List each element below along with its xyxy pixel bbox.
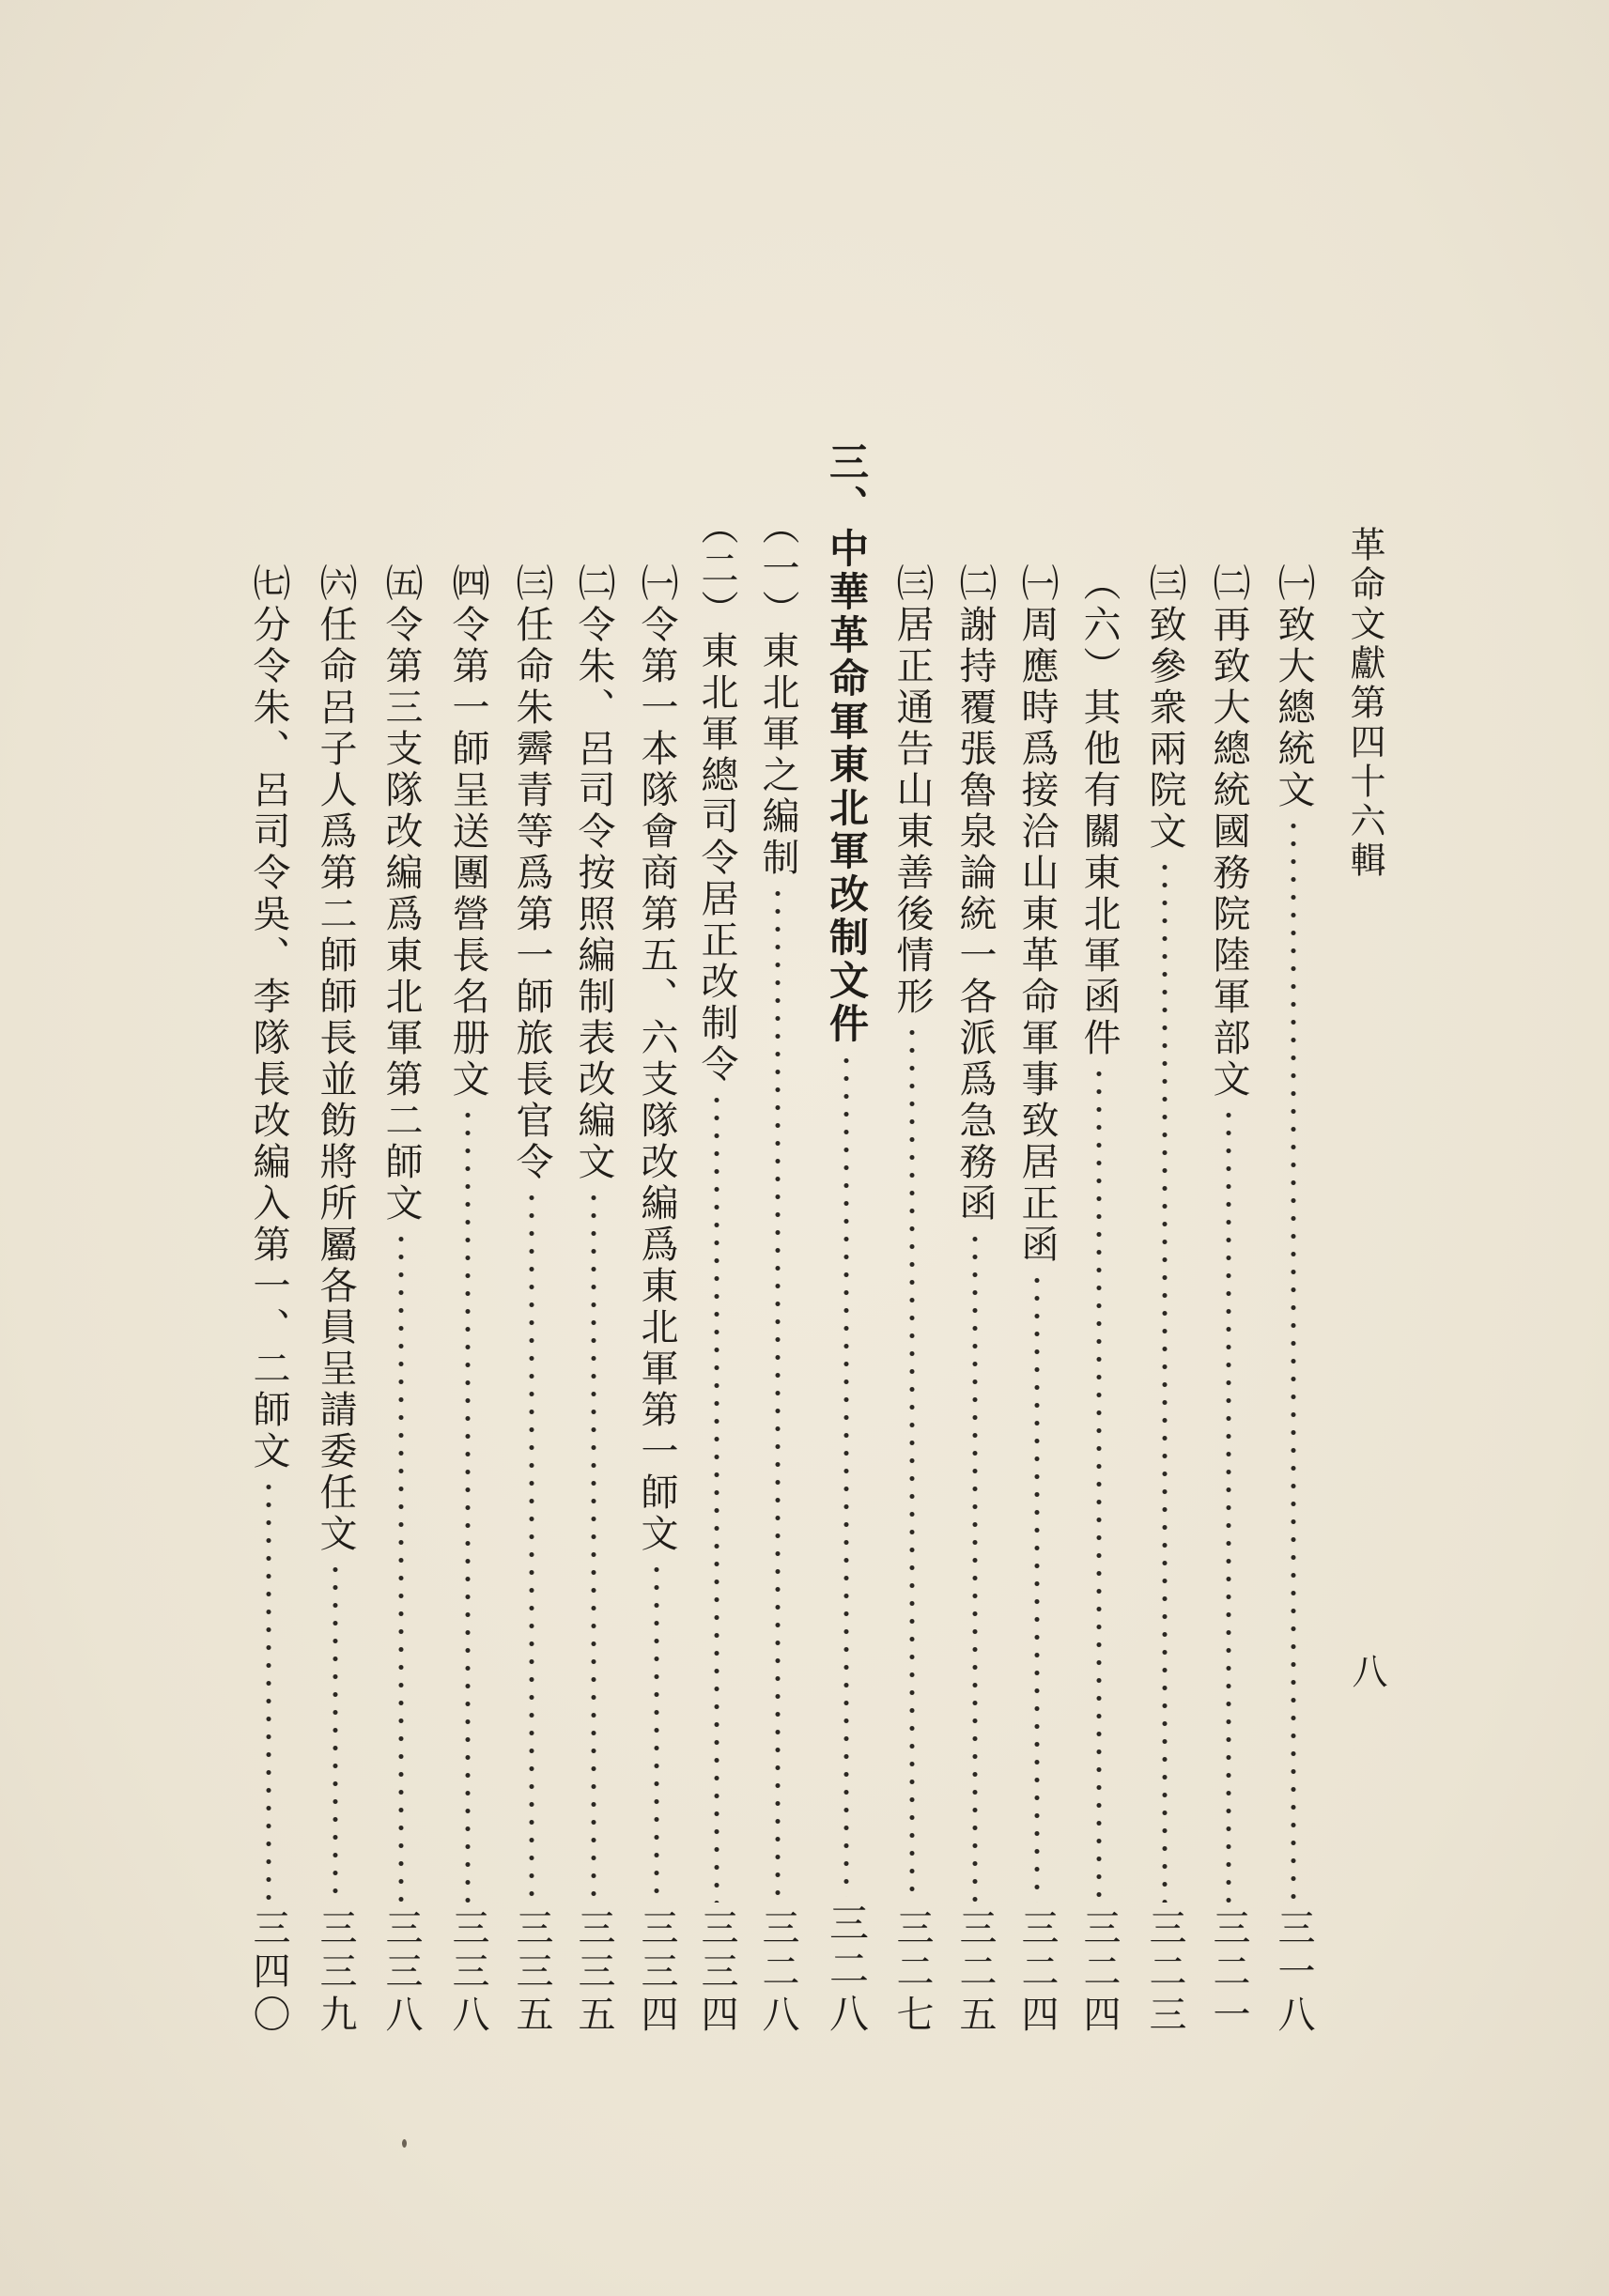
dot-leader bbox=[1018, 1271, 1056, 1903]
toc-subheading-entry bbox=[756, 507, 799, 2038]
dot-leader bbox=[250, 1478, 287, 1903]
toc-entry-page: 三三八 bbox=[446, 1908, 489, 2038]
toc-section-heading bbox=[824, 441, 870, 2038]
toc-entry-title: ㈢致參衆兩院文 bbox=[1143, 563, 1186, 853]
dot-leader bbox=[827, 1052, 866, 1897]
toc-entry bbox=[1015, 563, 1059, 2038]
dot-leader bbox=[1210, 1106, 1247, 1903]
section-heading-title: 三、中華革命軍東北軍改制文件 bbox=[824, 441, 870, 1046]
toc-entry-page: 三二三 bbox=[1143, 1908, 1186, 2038]
toc-entry-title: ㈢任命朱霽青等爲第一師旅長官令 bbox=[510, 563, 553, 1183]
dot-leader bbox=[1275, 817, 1312, 1903]
toc-entry-page: 三三五 bbox=[572, 1908, 615, 2038]
toc-entry-title: （一）東北軍之編制 bbox=[756, 507, 799, 879]
dot-leader bbox=[317, 1561, 354, 1903]
toc-entry-page: 三二四 bbox=[1077, 1908, 1121, 2038]
toc-entry-title: （二）東北軍總司令居正改制令 bbox=[695, 507, 738, 1086]
toc-entry-page: 三一八 bbox=[1272, 1908, 1315, 2038]
toc-entry-title: （六）其他有關東北軍函件 bbox=[1077, 563, 1121, 1059]
toc-entry bbox=[379, 563, 423, 2038]
dot-leader bbox=[513, 1189, 550, 1903]
dot-leader bbox=[956, 1230, 994, 1903]
toc-entry bbox=[1272, 563, 1315, 2038]
toc-entry-title: ㈡再致大總統國務院陸軍部文 bbox=[1207, 563, 1250, 1101]
dot-leader bbox=[575, 1189, 612, 1903]
toc-entry-title: ㈡謝持覆張魯泉論統一各派爲急務函 bbox=[953, 563, 997, 1225]
toc-entry bbox=[510, 563, 553, 2038]
dot-leader bbox=[382, 1230, 420, 1903]
toc-entry-title: ㈡令朱、呂司令按照編制表改編文 bbox=[572, 563, 615, 1183]
dot-leader bbox=[1080, 1065, 1118, 1903]
toc-entry-title: ㈣令第一師呈送團營長名册文 bbox=[446, 563, 489, 1101]
toc-entry bbox=[953, 563, 997, 2038]
toc-entry-page: 三二七 bbox=[890, 1908, 934, 2038]
dot-leader bbox=[1146, 858, 1184, 1903]
toc-entry-title: ㈠致大總統文 bbox=[1272, 563, 1315, 811]
toc-entry-page: 三三五 bbox=[510, 1908, 553, 2038]
toc-entry bbox=[572, 563, 615, 2038]
toc-entry-title: ㈥任命呂子人爲第二師師長並飭將所屬各員呈請委任文 bbox=[314, 563, 357, 1555]
toc-entry-page: 三二五 bbox=[953, 1908, 997, 2038]
toc-entry bbox=[635, 563, 678, 2038]
dot-leader bbox=[449, 1106, 487, 1903]
toc-entry-page: 三三九 bbox=[314, 1908, 357, 2038]
toc-entry-page: 三三四 bbox=[695, 1908, 738, 2038]
dot-leader bbox=[759, 885, 797, 1903]
toc-entry-page: 三二八 bbox=[824, 1903, 870, 2038]
toc-subheading-entry bbox=[695, 507, 738, 2038]
toc-entry bbox=[1207, 563, 1250, 2038]
toc-entry-page: 三二四 bbox=[1015, 1908, 1059, 2038]
book-title: 革命文獻第四十六輯 bbox=[1344, 526, 1385, 881]
toc-entry-page: 三四〇 bbox=[247, 1908, 290, 2038]
toc-subheading-entry bbox=[1077, 563, 1121, 2038]
toc-entry-page: 三二一 bbox=[1207, 1908, 1250, 2038]
page-number: 八 bbox=[1346, 1653, 1387, 1692]
toc-entry bbox=[446, 563, 489, 2038]
dot-leader bbox=[893, 1024, 931, 1903]
toc-entry bbox=[890, 563, 934, 2038]
toc-entry-title: ㈢居正通告山東善後情形 bbox=[890, 563, 934, 1018]
toc-entry-page: 三三四 bbox=[635, 1908, 678, 2038]
ink-speck bbox=[402, 2139, 407, 2148]
toc-entry-title: ㈤令第三支隊改編爲東北軍第二師文 bbox=[379, 563, 423, 1225]
toc-entry-title: ㈠周應時爲接洽山東革命軍事致居正函 bbox=[1015, 563, 1059, 1266]
toc-entry-page: 三三八 bbox=[379, 1908, 423, 2038]
toc-entry bbox=[314, 563, 357, 2038]
toc-entry-title: ㈠令第一本隊會商第五、六支隊改編爲東北軍第一師文 bbox=[635, 563, 678, 1555]
toc-entry-page: 三二八 bbox=[756, 1908, 799, 2038]
dot-leader bbox=[638, 1561, 675, 1903]
toc-entry bbox=[247, 563, 290, 2038]
dot-leader bbox=[698, 1091, 735, 1903]
toc-entry-title: ㈦分令朱、呂司令吳、李隊長改編入第一、二師文 bbox=[247, 563, 290, 1472]
toc-entry bbox=[1143, 563, 1186, 2038]
